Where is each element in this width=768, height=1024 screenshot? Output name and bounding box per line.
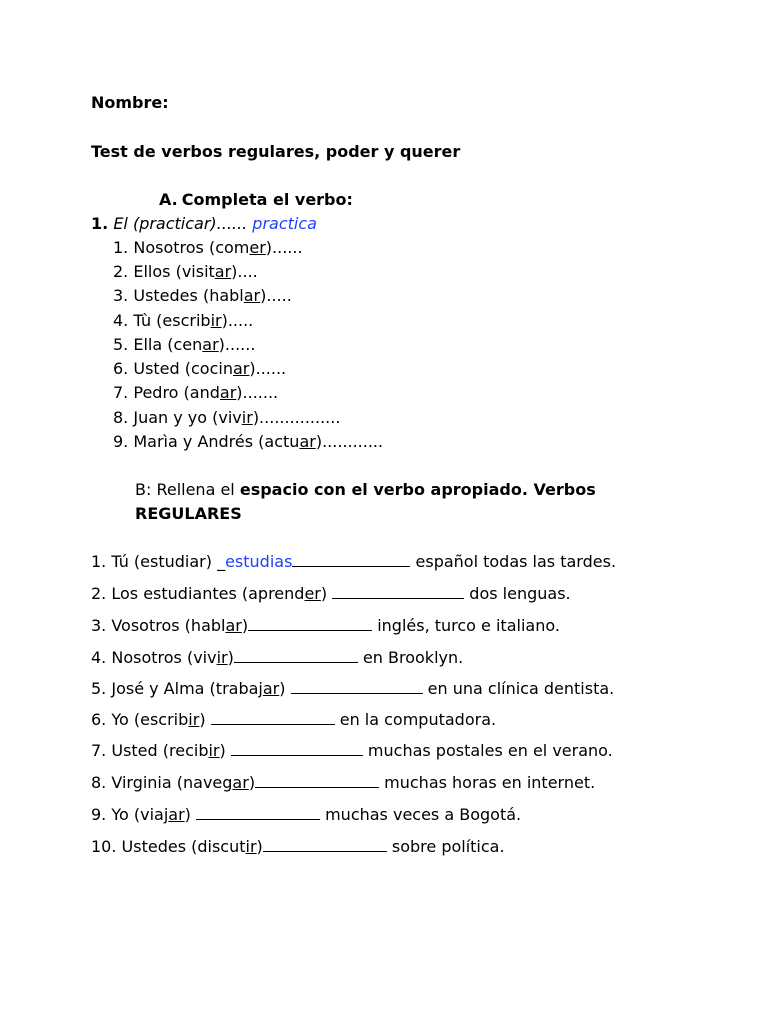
item-rest: muchas veces a Bogotá. [320, 805, 522, 824]
verb-ending: ir [210, 311, 222, 330]
verb-ending: ar [225, 616, 242, 635]
verb-ending: ar [168, 805, 185, 824]
section-a-example [91, 214, 317, 234]
verb-ending: ar [262, 679, 280, 698]
verb-ending: ar [214, 262, 232, 281]
section-a-heading [159, 190, 353, 210]
verb-ending: ar [243, 286, 261, 305]
nombre-label: Nombre: [91, 93, 169, 112]
verb-ending: ir [208, 741, 220, 760]
item-dots: )..... [221, 311, 254, 330]
item-paren: ) [248, 773, 256, 792]
item-text: Pedro (and [133, 383, 220, 402]
item-number: 9. [113, 432, 129, 451]
verb-ending: ir [241, 408, 253, 427]
item-text: 2. Los estudiantes (aprend [91, 584, 305, 603]
list-item [113, 408, 340, 428]
verb-ending: ar [202, 335, 219, 354]
answer-blank[interactable] [234, 648, 358, 663]
list-item [91, 805, 521, 825]
item-paren: ) [256, 837, 263, 856]
item-paren: ) [279, 679, 291, 698]
list-item [91, 552, 616, 572]
example-prompt: El (practicar)...... [113, 214, 248, 233]
answer-blank[interactable] [196, 805, 320, 820]
list-item [113, 286, 292, 306]
item-dots: )................ [252, 408, 341, 427]
item-rest: español todas las tardes. [410, 552, 617, 571]
item-paren: ) [199, 710, 211, 729]
answer-blank[interactable] [248, 616, 372, 631]
answer-blank[interactable] [292, 552, 410, 567]
item-text: Ellos (visit [133, 262, 215, 281]
verb-ending: ar [299, 432, 316, 451]
answer-blank[interactable] [263, 837, 387, 852]
item-dots: )............ [315, 432, 384, 451]
item-text: 4. Nosotros (viv [91, 648, 217, 667]
item-rest: en Brooklyn. [357, 648, 464, 667]
item-text: Marìa y Andrés (actu [133, 432, 300, 451]
item-rest: muchas horas en internet. [379, 773, 596, 792]
item-dots: ).... [231, 262, 258, 281]
item-text: 10. Ustedes (discut [91, 837, 246, 856]
list-item [91, 741, 613, 761]
verb-ending: ir [188, 710, 200, 729]
list-item [113, 335, 255, 355]
list-item [91, 837, 505, 857]
item-paren: ) [227, 648, 234, 667]
verb-ending: ar [232, 773, 249, 792]
list-item [91, 616, 560, 636]
verb-ending: er [249, 238, 266, 257]
list-item [91, 648, 463, 668]
item-number: 6. [113, 359, 129, 378]
item-text: 3. Vosotros (habl [91, 616, 226, 635]
list-item [91, 710, 496, 730]
item-number: 2. [113, 262, 129, 281]
item-text: Ella (cen [133, 335, 203, 354]
item-rest: en una clínica dentista. [422, 679, 615, 698]
item-rest: sobre política. [386, 837, 505, 856]
page-title: Test de verbos regulares, poder y querer [91, 142, 461, 161]
answer-blank[interactable] [332, 584, 464, 599]
item-text: Tù (escrib [133, 311, 211, 330]
example-answer: estudias [225, 552, 293, 571]
section-b-heading [135, 480, 596, 500]
item-number: 3. [113, 286, 129, 305]
item-text: Ustedes (habl [133, 286, 244, 305]
list-item [113, 262, 258, 282]
list-item [113, 238, 303, 258]
item-number: 1. [113, 238, 129, 257]
verb-ending: ar [232, 359, 250, 378]
list-item [91, 773, 595, 793]
item-rest: inglés, turco e italiano. [372, 616, 560, 635]
item-text: 5. José y Alma (trabaj [91, 679, 263, 698]
answer-blank[interactable] [231, 741, 363, 756]
item-number: 4. [113, 311, 129, 330]
item-rest: dos lenguas. [464, 584, 571, 603]
example-number: 1. [91, 214, 109, 233]
verb-ending: ir [245, 837, 257, 856]
answer-blank[interactable] [211, 710, 335, 725]
item-text: 1. Tú (estudiar) _ [91, 552, 226, 571]
section-b-title: espacio con el verbo apropiado. Verbos [239, 480, 596, 499]
answer-blank[interactable] [291, 679, 423, 694]
list-item [91, 679, 614, 699]
item-dots: )..... [260, 286, 292, 305]
item-text: Usted (cocin [133, 359, 233, 378]
list-item [91, 584, 571, 604]
verb-ending: ar [219, 383, 237, 402]
verb-ending: ir [216, 648, 228, 667]
item-rest: en la computadora. [334, 710, 497, 729]
list-item [113, 383, 278, 403]
section-a-title: Completa el verbo: [181, 190, 353, 209]
item-rest: muchas postales en el verano. [362, 741, 613, 760]
example-answer: practica [252, 214, 317, 233]
item-paren: ) [184, 805, 196, 824]
item-dots: )...... [218, 335, 256, 354]
item-text: Juan y yo (viv [133, 408, 242, 427]
item-paren: ) [219, 741, 231, 760]
item-dots: )....... [236, 383, 279, 402]
section-a-letter: A. [159, 190, 178, 209]
item-paren: ) [320, 584, 333, 603]
item-number: 7. [113, 383, 129, 402]
item-text: 8. Virginia (naveg [91, 773, 233, 792]
list-item [113, 432, 383, 452]
answer-blank[interactable] [255, 773, 379, 788]
item-dots: )...... [265, 238, 303, 257]
list-item [113, 311, 253, 331]
item-text: Nosotros (com [133, 238, 250, 257]
item-text: 9. Yo (viaj [91, 805, 169, 824]
item-number: 5. [113, 335, 129, 354]
section-b-heading-line2: REGULARES [135, 504, 242, 523]
item-number: 8. [113, 408, 129, 427]
item-dots: )...... [249, 359, 287, 378]
section-b-prefix: B: Rellena el [135, 480, 240, 499]
verb-ending: er [304, 584, 321, 603]
item-text: 7. Usted (recib [91, 741, 209, 760]
item-paren: ) [241, 616, 249, 635]
item-text: 6. Yo (escrib [91, 710, 189, 729]
list-item [113, 359, 286, 379]
